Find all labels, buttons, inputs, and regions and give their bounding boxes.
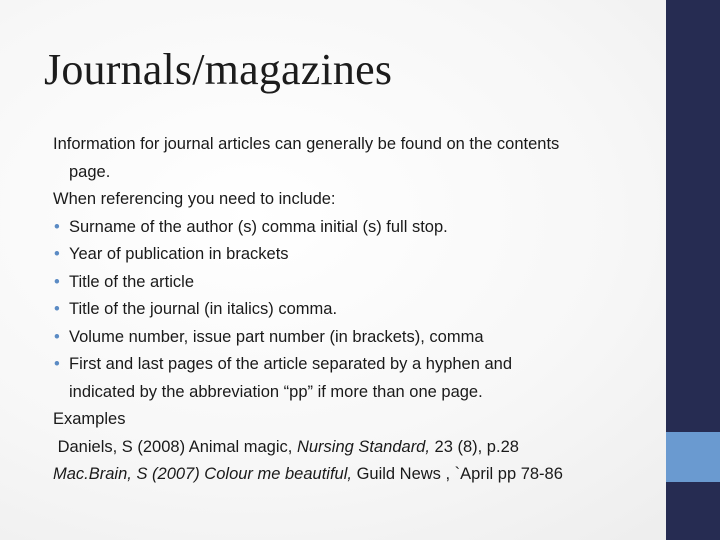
bullet-text: Year of publication in brackets (69, 245, 289, 263)
example-reference (53, 461, 653, 489)
bullet-text: Title of the journal (in italics) comma. (69, 300, 338, 318)
bullet-text: Volume number, issue part number (in brackets), comma (69, 327, 484, 346)
example-journal-title: Nursing Standard, (296, 437, 430, 456)
sidebar-accent-block (666, 432, 720, 482)
examples-heading: Examples (53, 410, 126, 428)
bullet-item (53, 324, 653, 352)
slide-title: Journals/magazines (44, 45, 393, 94)
intro-line-continuation: page. (69, 162, 111, 181)
bullet-icon: • (54, 355, 60, 373)
example-text: Daniels, S (2008) Animal magic, (53, 437, 297, 456)
example-text: 23 (8), p.28 (429, 437, 519, 456)
bullet-icon: • (54, 327, 60, 346)
bullet-item (53, 296, 653, 324)
bullet-item (53, 214, 653, 242)
intro-requirements: When referencing you need to include: (53, 190, 336, 208)
slide-body (53, 131, 653, 489)
example-reference (53, 434, 653, 462)
bullet-item (53, 269, 653, 297)
bullet-icon: • (54, 272, 60, 291)
intro-line: Information for journal articles can generally be found on the contents (53, 135, 560, 153)
bullet-icon: • (54, 300, 60, 318)
bullet-text: Title of the article (69, 272, 195, 291)
example-text: Guild News , `April pp 78-86 (351, 465, 563, 483)
bullet-text-continuation: indicated by the abbreviation “pp” if more than one page. (69, 382, 483, 401)
bullet-icon: • (54, 217, 60, 236)
bullet-text: First and last pages of the article separated by a hyphen and (69, 355, 513, 373)
bullet-item (53, 351, 653, 406)
example-author-title: Mac.Brain, S (2007) Colour me beautiful, (53, 465, 352, 483)
bullet-item (53, 241, 653, 269)
bullet-icon: • (54, 245, 60, 263)
bullet-text: Surname of the author (s) comma initial (s) full stop. (69, 217, 448, 236)
